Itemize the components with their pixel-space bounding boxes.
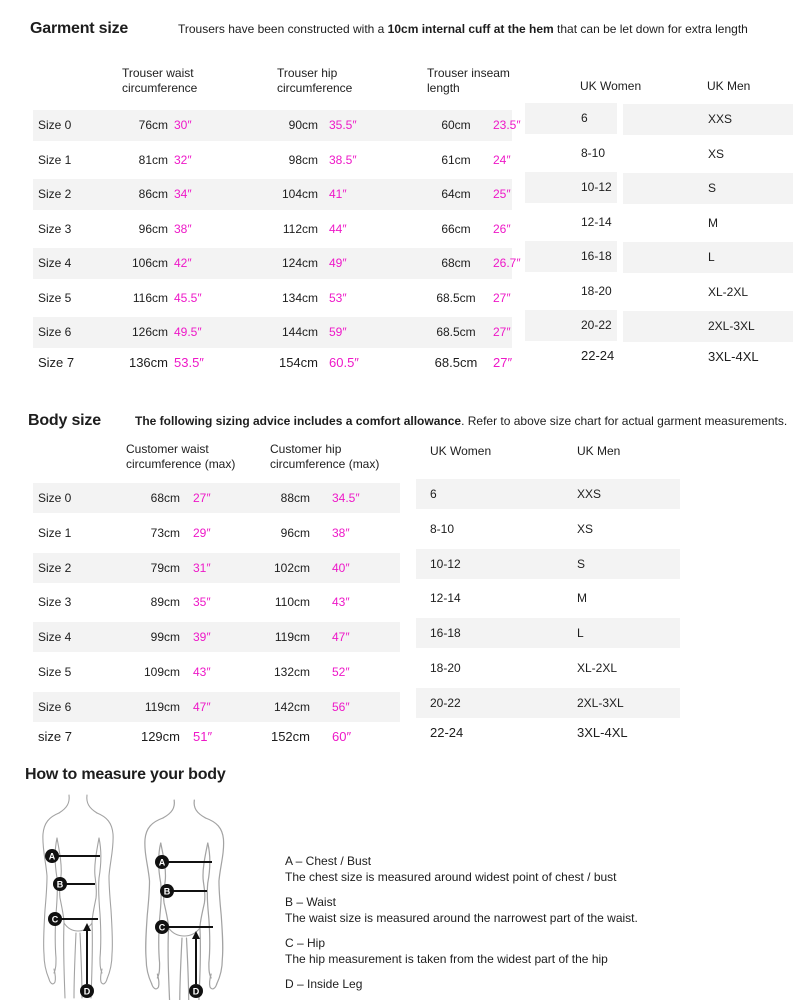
hip-cm-value: 96cm	[280, 525, 310, 540]
body-uk-row-1	[416, 514, 680, 544]
waist-cm-value: 73cm	[150, 525, 180, 540]
figure-female-outline	[43, 795, 113, 998]
size-label: Size 3	[38, 595, 72, 610]
hip-cm-value: 112cm	[282, 221, 318, 236]
hip-inch-value: 44″	[329, 221, 347, 236]
size-label: Size 1	[38, 525, 72, 540]
waist-marker-letter: B	[56, 879, 64, 890]
body-uk-row-5	[416, 653, 680, 683]
waist-inch-value: 32″	[174, 152, 192, 167]
uk-women-value: 18-20	[581, 283, 612, 298]
measure-item-label: A – Chest / Bust	[285, 854, 372, 868]
measure-item-description: The chest size is measured around widest point of chest / bust	[285, 870, 617, 884]
garment-ukm-row-3	[623, 208, 793, 239]
measure-item-0	[285, 853, 641, 885]
garment-row-1	[33, 145, 512, 176]
uk-men-value: M	[577, 591, 587, 606]
garment-size-title: Garment size	[30, 20, 129, 37]
waist-cm-value: 89cm	[150, 595, 180, 610]
body-uk-row-4	[416, 618, 680, 648]
body-row-7	[33, 727, 400, 757]
garment-table-uk-women	[525, 103, 617, 379]
uk-men-value: 3XL-4XL	[577, 724, 628, 740]
garment-row-5	[33, 283, 512, 314]
measure-item-label: C – Hip	[285, 936, 326, 950]
body-table-measurements	[33, 483, 400, 761]
hip-inch-value: 38″	[332, 525, 350, 540]
waist-cm-value: 76cm	[138, 118, 168, 132]
size-label: Size 3	[38, 221, 72, 236]
size-label: Size 2	[38, 187, 72, 201]
waist-cm-value: 106cm	[131, 256, 168, 270]
waist-inch-value: 35″	[193, 595, 211, 610]
garment-intro-prefix: Trousers have been constructed with a	[178, 22, 388, 36]
inseam-cm-value: 68.5cm	[436, 325, 476, 339]
waist-inch-value: 43″	[193, 664, 211, 679]
inseam-inch-value: 27″	[493, 354, 513, 370]
inseam-cm-value: 68.5cm	[434, 354, 478, 370]
garment-ukm-row-6	[623, 311, 793, 342]
waist-inch-value: 51″	[193, 728, 213, 744]
inseam-inch-value: 26″	[493, 221, 511, 236]
uk-women-value: 20-22	[581, 318, 612, 332]
hip-marker-letter: C	[158, 922, 166, 933]
hip-inch-value: 47″	[332, 630, 350, 645]
body-uk-row-0	[416, 479, 680, 509]
uk-women-value: 10-12	[581, 180, 612, 194]
uk-women-value: 22-24	[581, 347, 615, 363]
size-label: Size 4	[38, 630, 72, 645]
measure-item-description: The waist size is measured around the narrowest part of the waist.	[285, 911, 638, 925]
waist-inch-value: 42″	[174, 256, 192, 270]
garment-ukm-row-5	[623, 277, 793, 308]
chest-marker-letter: A	[48, 851, 56, 862]
waist-inch-value: 30″	[174, 118, 192, 132]
uk-men-value: XL-2XL	[708, 284, 749, 299]
inseam-cm-value: 60cm	[441, 118, 471, 132]
waist-cm-value: 81cm	[138, 152, 168, 167]
uk-men-value: 2XL-3XL	[708, 319, 755, 333]
size-label: Size 2	[38, 560, 72, 575]
hip-inch-value: 52″	[332, 664, 350, 679]
inseam-inch-value: 26.7″	[493, 256, 521, 270]
hip-marker-letter: C	[51, 914, 59, 925]
body-row-0	[33, 483, 400, 513]
uk-men-value: 3XL-4XL	[708, 348, 759, 364]
size-label: Size 1	[38, 152, 72, 167]
waist-inch-value: 45.5″	[174, 290, 202, 305]
body-row-2	[33, 553, 400, 583]
size-label: Size 5	[38, 290, 72, 305]
inside-leg-arrow	[83, 923, 91, 931]
waist-inch-value: 39″	[193, 630, 211, 645]
uk-men-value: XXS	[577, 487, 602, 501]
garment-ukm-row-1	[623, 139, 793, 170]
hip-inch-value: 60.5″	[329, 354, 359, 370]
inseam-cm-value: 61cm	[441, 152, 471, 167]
body-header-waist: Customer waist circumference (max)	[126, 442, 236, 471]
hip-inch-value: 40″	[332, 560, 350, 575]
uk-men-value: XXS	[708, 112, 733, 126]
measure-item-description: The hip measurement is taken from the widest part of the hip	[285, 952, 608, 966]
inseam-cm-value: 68.5cm	[436, 290, 476, 305]
garment-header-uk-women: UK Women	[580, 79, 642, 93]
measure-instructions-list	[285, 853, 641, 1000]
hip-cm-value: 90cm	[288, 118, 318, 132]
body-row-3	[33, 587, 400, 617]
garment-row-3	[33, 214, 512, 245]
inside-leg-marker-letter: D	[83, 986, 91, 997]
hip-cm-value: 102cm	[273, 560, 310, 575]
waist-inch-value: 29″	[193, 525, 211, 540]
garment-intro	[178, 22, 748, 37]
hip-inch-value: 56″	[332, 699, 350, 714]
garment-header-waist: Trouser waist circumference	[122, 66, 198, 95]
body-row-5	[33, 657, 400, 687]
uk-women-value: 16-18	[581, 249, 612, 263]
hip-cm-value: 110cm	[274, 595, 310, 610]
uk-men-value: 2XL-3XL	[577, 695, 624, 710]
inside-leg-arrow	[192, 931, 200, 939]
garment-row-7	[33, 352, 512, 383]
body-header-uk-men: UK Men	[577, 444, 621, 458]
body-uk-row-6	[416, 688, 680, 718]
waist-cm-value: 86cm	[138, 187, 168, 201]
waist-inch-value: 47″	[193, 699, 211, 714]
garment-header-inseam: Trouser inseam length	[427, 66, 510, 95]
uk-men-value: L	[577, 626, 584, 641]
inseam-inch-value: 23.5″	[493, 118, 521, 132]
hip-inch-value: 53″	[329, 290, 347, 305]
hip-cm-value: 98cm	[288, 152, 318, 167]
size-label: Size 0	[38, 491, 72, 505]
waist-inch-value: 34″	[174, 187, 192, 201]
body-uk-row-7	[416, 723, 680, 753]
garment-intro-suffix: that can be let down for extra length	[553, 22, 748, 36]
inseam-cm-value: 68cm	[441, 256, 471, 270]
waist-inch-value: 53.5″	[174, 354, 204, 370]
uk-women-value: 22-24	[430, 724, 464, 740]
garment-row-0	[33, 110, 521, 141]
garment-table-uk-men	[623, 104, 793, 380]
body-intro-bold: The following sizing advice includes a comfort allowance	[135, 414, 462, 428]
hip-cm-value: 144cm	[281, 325, 318, 339]
garment-ukm-row-2	[623, 173, 793, 204]
garment-ukw-row-3	[525, 207, 617, 238]
waist-cm-value: 116cm	[132, 290, 168, 305]
measure-item-3	[285, 976, 641, 992]
body-table-uk-sizes	[416, 479, 680, 757]
uk-women-value: 18-20	[430, 660, 461, 675]
hip-inch-value: 38.5″	[329, 152, 357, 167]
hip-inch-value: 41″	[329, 187, 347, 201]
garment-ukm-row-0	[623, 104, 793, 135]
figure-male-outline	[145, 800, 224, 1000]
measure-item-1	[285, 894, 641, 926]
uk-women-value: 20-22	[430, 695, 461, 710]
body-size-intro	[135, 414, 787, 429]
uk-men-value: S	[577, 556, 586, 571]
hip-cm-value: 152cm	[270, 728, 310, 744]
hip-cm-value: 134cm	[281, 290, 318, 305]
figure-male-marks	[155, 855, 213, 998]
uk-men-value: XS	[708, 146, 725, 161]
body-intro-suffix: . Refer to above size chart for actual garment measurements.	[461, 414, 788, 428]
waist-cm-value: 96cm	[138, 221, 168, 236]
inseam-inch-value: 25″	[493, 187, 511, 201]
waist-cm-value: 79cm	[150, 560, 180, 575]
garment-ukw-row-5	[525, 276, 617, 307]
inseam-cm-value: 64cm	[441, 187, 471, 201]
waist-cm-value: 126cm	[131, 325, 168, 339]
body-row-4	[33, 622, 400, 652]
uk-men-value: XL-2XL	[577, 660, 618, 675]
size-label: Size 6	[38, 699, 72, 714]
garment-ukw-row-1	[525, 138, 617, 169]
garment-ukm-row-7	[623, 346, 793, 377]
hip-cm-value: 142cm	[273, 699, 310, 714]
hip-inch-value: 49″	[329, 256, 347, 270]
size-label: Size 0	[38, 118, 72, 132]
uk-women-value: 10-12	[430, 556, 461, 571]
measure-item-label: B – Waist	[285, 895, 336, 909]
body-uk-row-3	[416, 583, 680, 613]
garment-ukw-row-7	[525, 345, 617, 376]
size-label: Size 6	[38, 325, 72, 339]
uk-men-value: XS	[577, 521, 594, 536]
hip-inch-value: 34.5″	[332, 491, 360, 505]
hip-inch-value: 59″	[329, 325, 347, 339]
hip-cm-value: 154cm	[278, 354, 318, 370]
size-label: Size 7	[38, 354, 75, 370]
waist-cm-value: 109cm	[143, 664, 180, 679]
garment-ukm-row-4	[623, 242, 793, 273]
inseam-inch-value: 27″	[493, 325, 511, 339]
hip-inch-value: 60″	[332, 728, 352, 744]
size-label: Size 5	[38, 664, 72, 679]
how-to-measure-title: How to measure your body	[25, 766, 226, 783]
hip-cm-value: 88cm	[280, 491, 310, 505]
waist-marker-letter: B	[163, 886, 171, 897]
inside-leg-marker-letter: D	[192, 986, 200, 997]
measure-item-2	[285, 935, 641, 967]
uk-women-value: 8-10	[430, 521, 455, 536]
uk-women-value: 12-14	[430, 591, 461, 606]
body-measurement-diagram	[26, 790, 266, 1000]
uk-men-value: M	[708, 215, 718, 230]
garment-intro-bold: 10cm internal cuff at the hem	[387, 22, 554, 36]
waist-cm-value: 136cm	[128, 354, 168, 370]
body-header-uk-women: UK Women	[430, 444, 492, 458]
waist-cm-value: 99cm	[150, 630, 180, 645]
garment-row-2	[33, 179, 512, 210]
uk-men-value: L	[708, 250, 715, 264]
measure-item-label: D – Inside Leg	[285, 977, 363, 991]
chest-marker-letter: A	[158, 857, 166, 868]
waist-inch-value: 38″	[174, 221, 192, 236]
size-label: Size 4	[38, 256, 72, 270]
hip-cm-value: 124cm	[281, 256, 318, 270]
uk-women-value: 6	[581, 111, 588, 125]
garment-row-6	[33, 317, 512, 348]
garment-ukw-row-0	[525, 103, 617, 134]
garment-header-uk-men: UK Men	[707, 79, 751, 93]
inseam-inch-value: 24″	[493, 152, 511, 167]
uk-men-value: S	[708, 181, 717, 195]
hip-cm-value: 119cm	[274, 630, 310, 645]
garment-row-4	[33, 248, 521, 279]
garment-ukw-row-4	[525, 241, 617, 272]
waist-inch-value: 49.5″	[174, 325, 202, 339]
body-row-1	[33, 518, 400, 548]
hip-cm-value: 104cm	[281, 187, 318, 201]
body-header-hip: Customer hip circumference (max)	[270, 442, 380, 471]
waist-inch-value: 31″	[193, 560, 211, 575]
body-size-title: Body size	[28, 412, 101, 429]
waist-cm-value: 68cm	[150, 491, 180, 505]
garment-ukw-row-2	[525, 172, 617, 203]
garment-ukw-row-6	[525, 310, 617, 341]
hip-cm-value: 132cm	[273, 664, 310, 679]
garment-table-measurements	[33, 110, 521, 386]
waist-cm-value: 129cm	[140, 728, 180, 744]
inseam-cm-value: 66cm	[441, 221, 471, 236]
hip-inch-value: 35.5″	[329, 118, 357, 132]
uk-women-value: 8-10	[581, 145, 606, 160]
waist-cm-value: 119cm	[144, 699, 180, 714]
uk-women-value: 16-18	[430, 626, 461, 641]
garment-header-hip: Trouser hip circumference	[277, 66, 353, 95]
uk-women-value: 12-14	[581, 214, 612, 229]
hip-inch-value: 43″	[332, 595, 350, 610]
body-uk-row-2	[416, 549, 680, 579]
size-label: size 7	[38, 728, 72, 744]
uk-women-value: 6	[430, 487, 437, 501]
body-row-6	[33, 692, 400, 722]
inseam-inch-value: 27″	[493, 290, 511, 305]
waist-inch-value: 27″	[193, 491, 211, 505]
